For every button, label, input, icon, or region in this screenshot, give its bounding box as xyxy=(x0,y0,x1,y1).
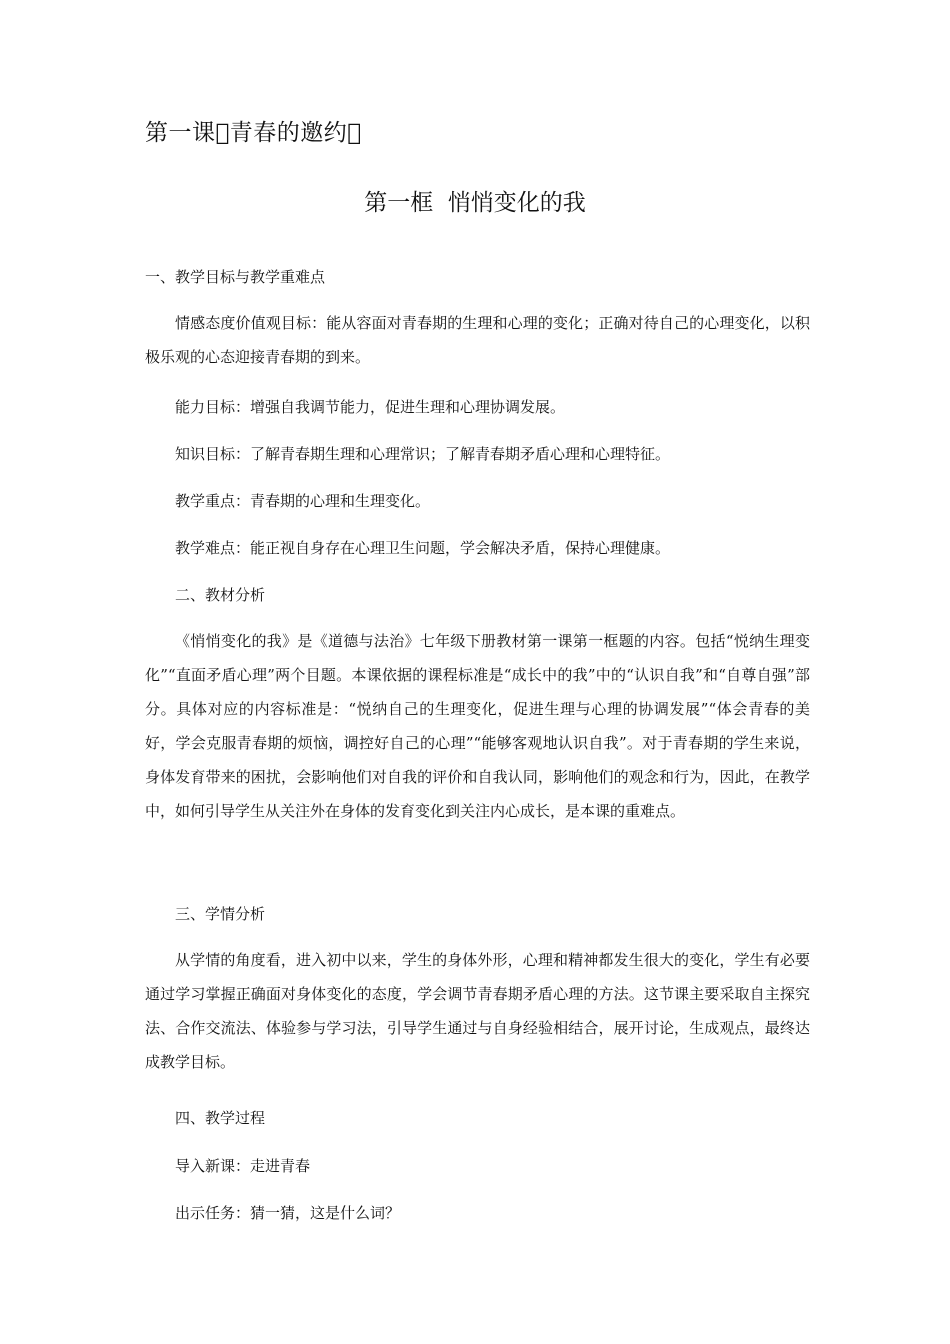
process-heading: 四、教学过程 xyxy=(175,1109,266,1127)
objective-key-point: 教学重点：青春期的心理和生理变化。 xyxy=(175,492,431,510)
objectives-heading: 一、教学目标与教学重难点 xyxy=(145,268,326,286)
students-heading: 三、学情分析 xyxy=(175,905,266,923)
material-paragraph: 《悄悄变化的我》是《道德与法治》七年级下册教材第一课第一框题的内容。包括“悦纳生理变化”“直面矛盾心理”两个目题。本课依据的课程标准是“成长中的我”中的“认识自我”和“自尊自强”部分。具体对应的内容标准是：“悦纳自己的生理变化，促进生理与心理的协调发展”“体会青春的美好，学会克服青春期的烦恼，调控好自己的心理”“能够客观地认识自我”。对于青春期的学生来说，身体发育带来的困扰，会影响他们对自我的评价和自我认同，影响他们的观念和行为，因此，在教学中，如何引导学生从关注外在身体的发育变化到关注内心成长，是本课的重难点。 xyxy=(145,632,810,820)
material-heading: 二、教材分析 xyxy=(175,586,266,604)
objective-difficulty: 教学难点：能正视自身存在心理卫生问题，学会解决矛盾，保持心理健康。 xyxy=(175,539,671,557)
task-line: 出示任务：猜一猜，这是什么词？ xyxy=(175,1204,401,1222)
lesson-title xyxy=(145,118,362,148)
lesson-title-text: 第一课 青春的邀约  xyxy=(145,120,362,146)
objective-knowledge: 知识目标：了解青春期生理和心理常识；了解青春期矛盾心理和心理特征。 xyxy=(175,445,671,463)
intro-line: 导入新课：走进青春 xyxy=(175,1157,311,1175)
students-paragraph: 从学情的角度看，进入初中以来，学生的身体外形，心理和精神都发生很大的变化，学生有必要通过学习掌握正确面对身体变化的态度，学会调节青春期矛盾心理的方法。这节课主要采取自主探究法、合作交流法、体验参与学习法，引导学生通过与自身经验相结合，展开讨论，生成观点，最终达成教学目标。 xyxy=(145,951,810,1071)
objective-emotion-paragraph: 情感态度价值观目标：能从容面对青春期的生理和心理的变化；正确对待自己的心理变化，以积极乐观的心态迎接青春期的到来。 xyxy=(145,314,810,366)
objective-ability: 能力目标：增强自我调节能力，促进生理和心理协调发展。 xyxy=(175,398,566,416)
section-title: 第一框 悄悄变化的我 xyxy=(364,190,586,216)
